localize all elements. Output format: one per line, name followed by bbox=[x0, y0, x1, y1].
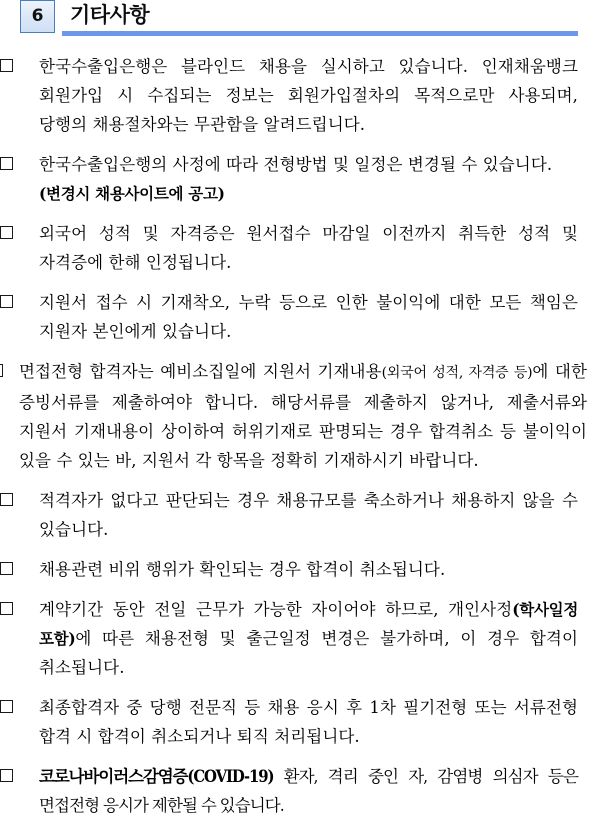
list-item bbox=[0, 219, 614, 277]
checkbox-icon bbox=[0, 364, 3, 377]
list-item bbox=[0, 762, 614, 820]
checkbox-icon bbox=[0, 769, 13, 782]
list-item bbox=[0, 693, 614, 751]
notice-text-part1: 면접전형 합격자는 예비소집일에 지원서 기재내용 bbox=[19, 362, 382, 381]
notice-text-covid-restriction bbox=[21, 762, 614, 820]
notice-main-text: 한국수출입은행의 사정에 따라 전형방법 및 일정은 변경될 수 있습니다. bbox=[39, 155, 553, 174]
covid-label-text: 코로나바이러스감염증(COVID-19) bbox=[39, 767, 274, 786]
notice-text-other-exam-pass: 최종합격자 중 당행 전문직 등 채용 응시 후 1차 필기전형 또는 서류전형 합격 시 합격이 취소되거나 퇴직 처리됩니다. bbox=[39, 698, 578, 746]
notice-parenthetical-note: (외국어 성적, 자격증 등) bbox=[381, 365, 533, 381]
header-underline-rule bbox=[62, 31, 578, 36]
checkbox-icon bbox=[0, 493, 13, 506]
list-item bbox=[0, 595, 614, 682]
list-item bbox=[0, 486, 614, 544]
list-item bbox=[0, 555, 614, 584]
notice-parenthetical-note: (변경시 채용사이트에 공고) bbox=[39, 184, 225, 203]
notice-text-full-time-availability bbox=[21, 595, 614, 682]
checkbox-icon bbox=[0, 226, 13, 239]
list-item bbox=[0, 357, 614, 475]
checkbox-icon bbox=[0, 157, 13, 170]
notice-text-no-qualified-candidate: 적격자가 없다고 판단되는 경우 채용규모를 축소하거나 채용하지 않을 수 있습니다. bbox=[39, 491, 578, 539]
notice-parenthetical-note: (학사일정 포함) bbox=[39, 600, 578, 648]
checkbox-icon bbox=[0, 562, 13, 575]
checkbox-icon bbox=[0, 59, 13, 72]
list-item bbox=[0, 150, 614, 208]
notice-text-part2: 에 따른 채용전형 및 출근일정 변경은 불가하며, 이 경우 합격이 취소됩니다. bbox=[39, 629, 578, 677]
notice-text-interview-documents bbox=[11, 357, 614, 475]
list-item bbox=[0, 52, 614, 139]
checkbox-icon bbox=[0, 700, 13, 713]
section-number-badge: 6 bbox=[20, 0, 55, 33]
notice-text-part2: 에 대한 증빙서류를 제출하여야 합니다. 해당서류를 제출하지 않거나, 제출서류와 지원서 기재내용이 상이하여 허위기재로 판명되는 경우 합격취소 등 불이익이 있을 수 있는 바, 지원서 각 항목을 정확히 기재하시기 바랍니다. bbox=[19, 362, 587, 470]
notice-text-recruitment-misconduct: 채용관련 비위 행위가 확인되는 경우 합격이 취소됩니다. bbox=[39, 560, 446, 579]
notice-text-application-error-liability: 지원서 접수 시 기재착오, 누락 등으로 인한 불이익에 대한 모든 책임은 지원자 본인에게 있습니다. bbox=[39, 293, 578, 341]
section-header bbox=[0, 0, 614, 44]
notice-text-blind-recruitment: 한국수출입은행은 블라인드 채용을 실시하고 있습니다. 인재채움뱅크 회원가입 시 수집되는 정보는 회원가입절차의 목적으로만 사용되며, 당행의 채용절차와는 무관함을 알려드립니다. bbox=[39, 57, 578, 134]
notice-text-language-certificate: 외국어 성적 및 자격증은 원서접수 마감일 이전까지 취득한 성적 및 자격증에 한해 인정됩니다. bbox=[39, 224, 578, 272]
notice-rest-text: 환자, 격리 중인 자, 감염병 의심자 등은 면접전형 응시가 제한될 수 있습니다. bbox=[39, 767, 578, 815]
notice-text-schedule-change bbox=[21, 150, 614, 208]
page-title: 기타사항 bbox=[70, 3, 150, 27]
checkbox-icon bbox=[0, 295, 13, 308]
checkbox-icon bbox=[0, 602, 13, 615]
notice-text-part1: 계약기간 동안 전일 근무가 가능한 자이어야 하므로, 개인사정 bbox=[39, 600, 513, 619]
notice-list bbox=[0, 52, 614, 820]
list-item bbox=[0, 288, 614, 346]
